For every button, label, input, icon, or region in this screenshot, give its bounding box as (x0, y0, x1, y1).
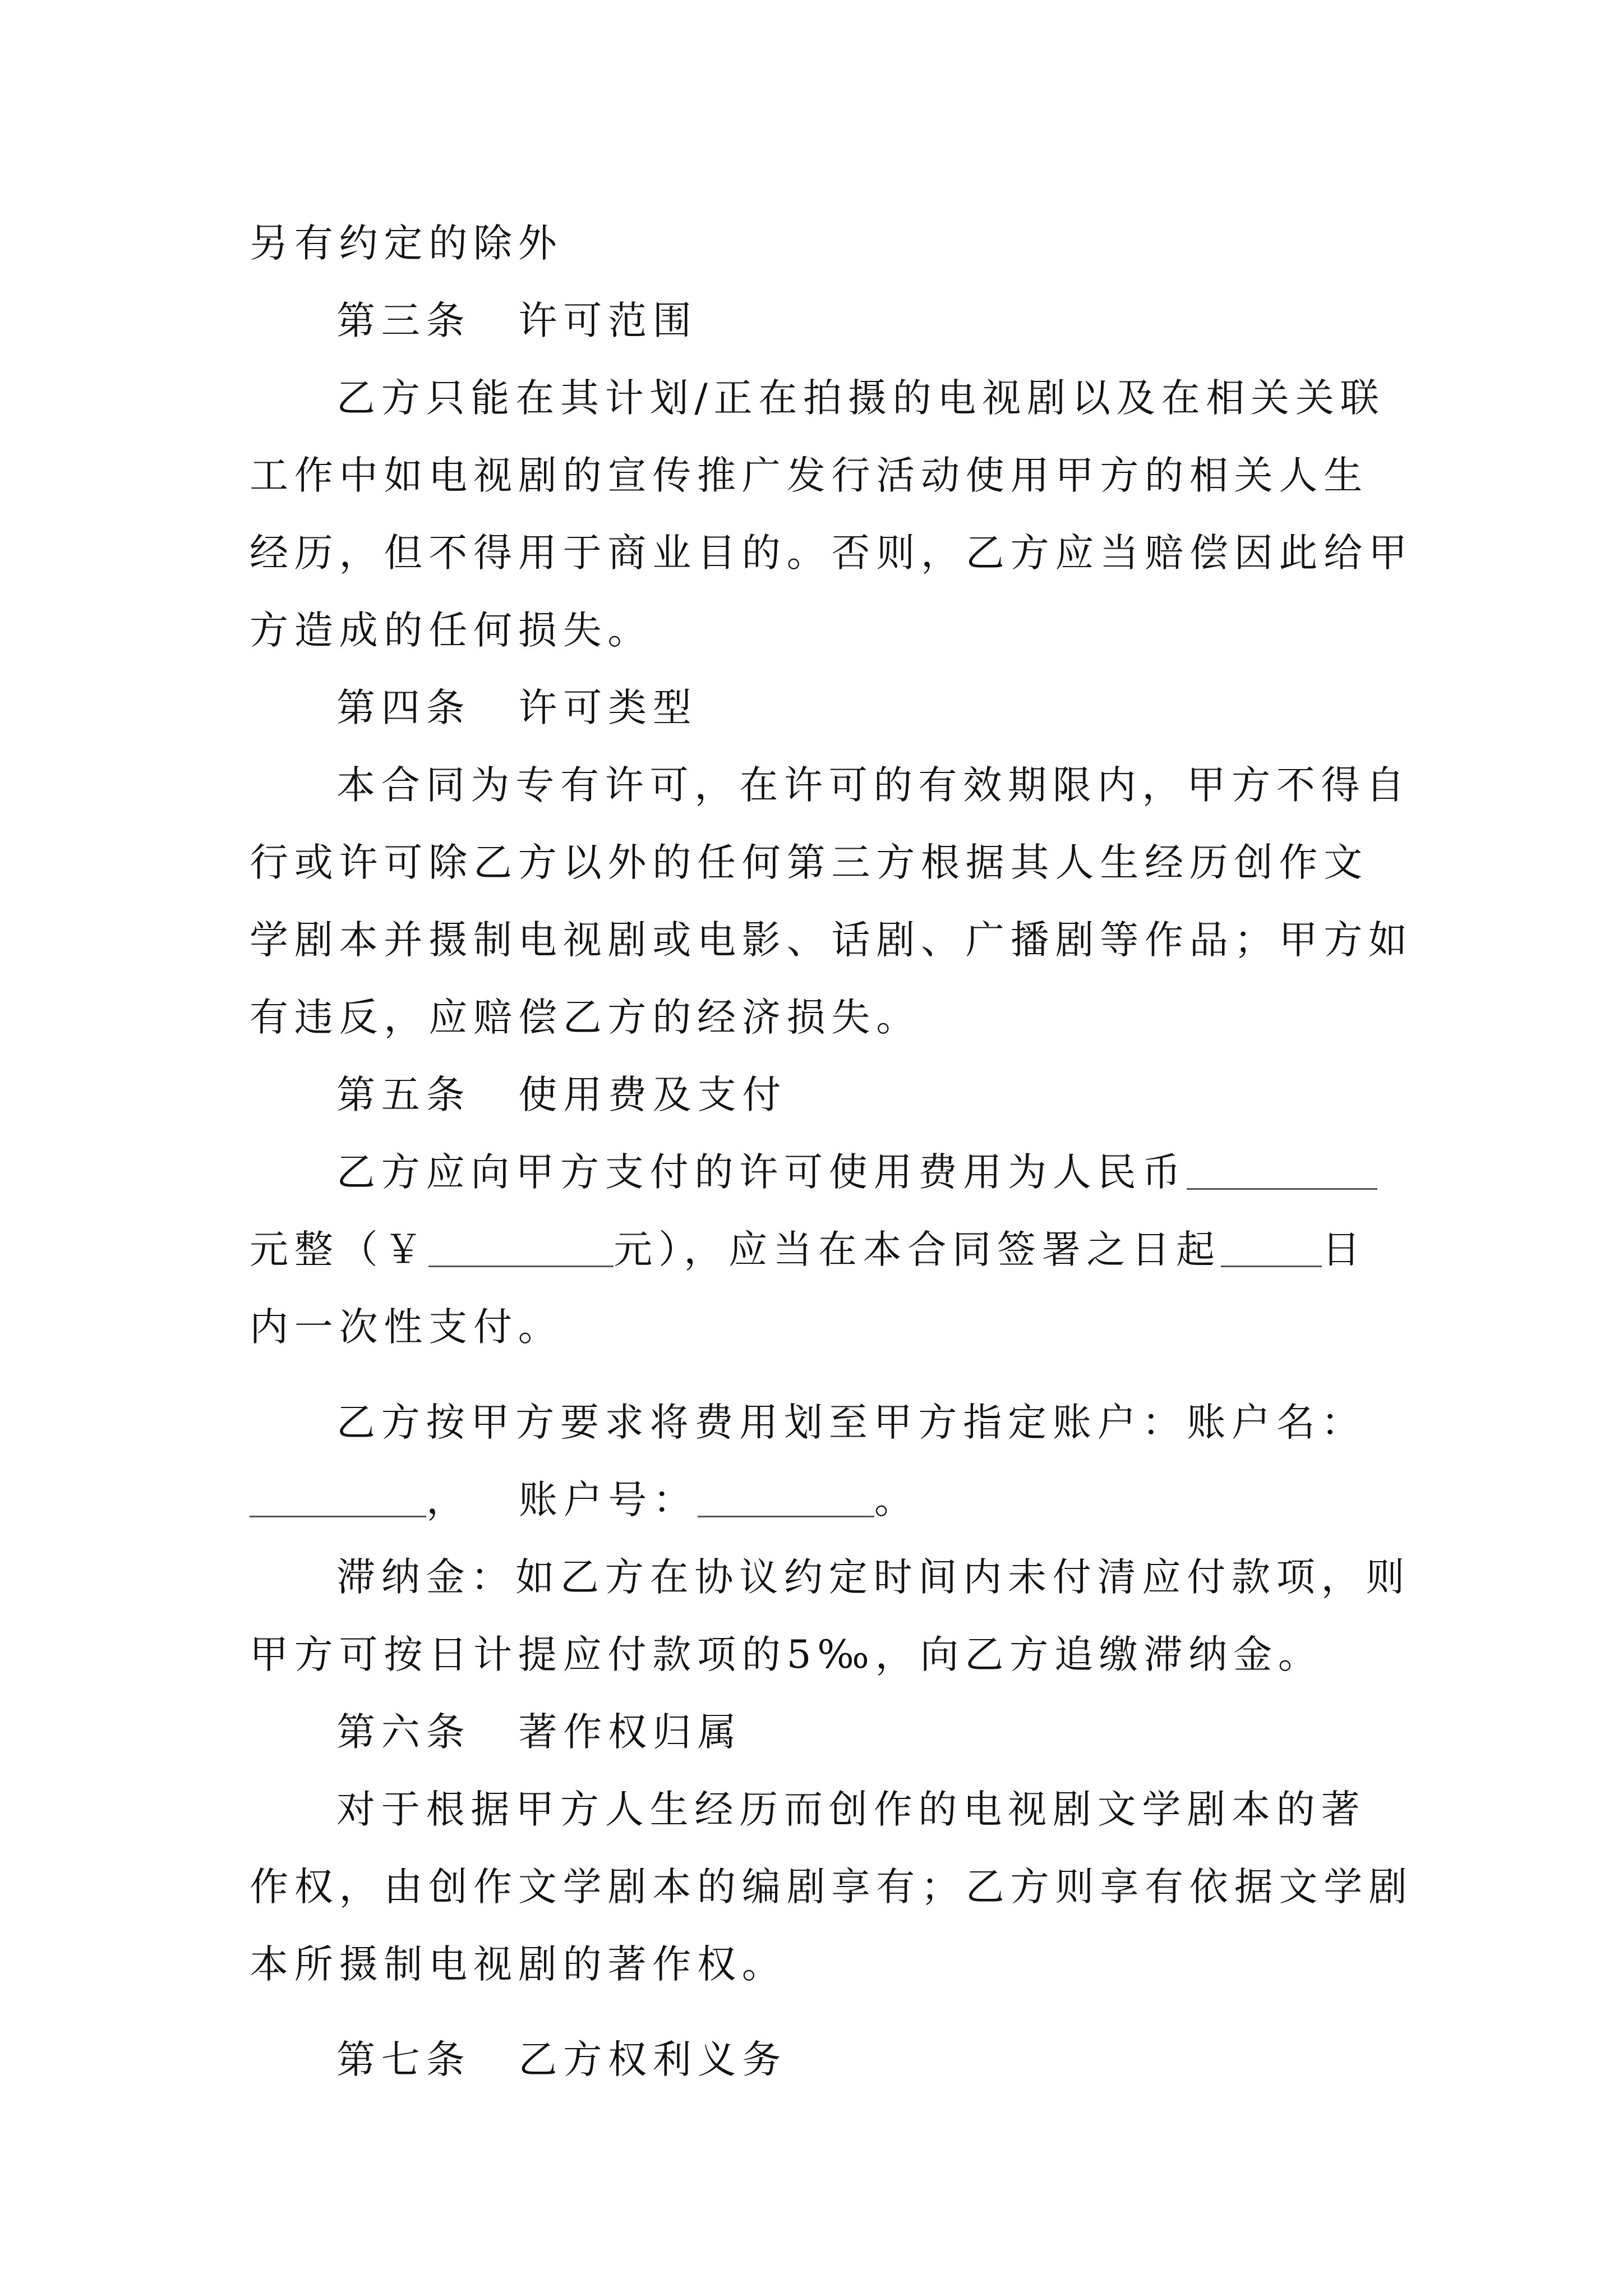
article-4-text: 本合同为专有许可，在许可的有效期限内，甲方不得自 (336, 763, 1411, 808)
article-4-text: 学剧本并摄制电视剧或电影、话剧、广播剧等作品；甲方如 (250, 918, 1413, 963)
article-6-text: 作权，由创作文学剧本的编剧享有；乙方则享有依据文学剧 (250, 1865, 1413, 1910)
account-para-line-2 (250, 1461, 1382, 1539)
article-6-line-1 (250, 1771, 1382, 1848)
article-5-heading (250, 1056, 1382, 1134)
article-3-line-4 (250, 592, 1382, 669)
article-5-text: 元整（￥ (250, 1227, 429, 1272)
article-5-text: 元），应当在本合同签署之日起 (614, 1227, 1221, 1272)
article-6-title: 著作权归属 (518, 1710, 743, 1755)
article-5-text: 乙方应向甲方支付的许可使用费用为人民币 (336, 1150, 1187, 1195)
article-4-heading (250, 669, 1382, 747)
article-3-text: 方造成的任何损失。 (250, 608, 653, 653)
article-5-line-1 (250, 1134, 1382, 1211)
article-5-text: 日 (1321, 1227, 1367, 1272)
article-7-title: 乙方权利义务 (518, 2037, 787, 2082)
article-6-line-2 (250, 1848, 1413, 1926)
account-text: ， (426, 1478, 471, 1522)
article-4-text: 行或许可除乙方以外的任何第三方根据其人生经历创作文 (250, 840, 1368, 885)
document-body (250, 205, 1413, 2099)
article-4-title: 许可类型 (518, 685, 698, 730)
article-4-line-4 (250, 979, 1382, 1056)
continuation-line (250, 205, 1382, 282)
late-fee-line-1 (250, 1539, 1411, 1616)
article-6-heading (250, 1694, 1382, 1771)
article-3-title: 许可范围 (518, 298, 698, 343)
late-fee-text: 滞纳金：如乙方在协议约定时间内未付清应付款项，则 (336, 1555, 1411, 1600)
account-number-blank (698, 1482, 874, 1517)
article-4-line-3 (250, 901, 1413, 979)
article-6-text: 本所摄制电视剧的著作权。 (250, 1942, 787, 1987)
fee-amount-blank (1187, 1154, 1377, 1190)
article-3-heading (250, 282, 1382, 360)
late-fee-text: 甲方可按日计提应付款项的5‰，向乙方追缴滞纳金。 (250, 1632, 1323, 1677)
article-6-text: 对于根据甲方人生经历而创作的电视剧文学剧本的著 (336, 1787, 1366, 1832)
continuation-text: 另有约定的除外 (250, 221, 563, 266)
article-7-heading (250, 2021, 1382, 2099)
article-3-line-2 (250, 437, 1382, 514)
fee-figure-blank (428, 1232, 614, 1267)
article-4-line-2 (250, 824, 1382, 901)
account-text: 乙方按甲方要求将费用划至甲方指定账户：账户名： (336, 1400, 1366, 1445)
payment-days-blank (1221, 1232, 1322, 1267)
article-6-number: 第六条 (336, 1710, 471, 1755)
article-4-text: 有违反，应赔偿乙方的经济损失。 (250, 995, 921, 1040)
article-3-line-1 (250, 360, 1385, 437)
late-fee-line-2 (250, 1616, 1382, 1694)
account-number-label: 账户号： (518, 1478, 698, 1522)
article-7-number: 第七条 (336, 2037, 471, 2082)
article-4-line-1 (250, 747, 1411, 824)
article-3-text: 工作中如电视剧的宣传推广发行活动使用甲方的相关人生 (250, 453, 1368, 498)
article-5-text: 内一次性支付。 (250, 1305, 563, 1350)
account-text: 。 (874, 1478, 919, 1522)
article-3-number: 第三条 (336, 298, 471, 343)
article-3-line-3 (250, 514, 1413, 592)
article-3-text: 乙方只能在其计划/正在拍摄的电视剧以及在相关关联 (336, 376, 1385, 421)
article-3-text: 经历，但不得用于商业目的。否则，乙方应当赔偿因此给甲 (250, 531, 1413, 576)
article-5-line-2 (250, 1211, 1382, 1289)
account-para-line-1 (250, 1384, 1382, 1461)
article-5-number: 第五条 (336, 1073, 471, 1117)
account-name-blank (250, 1482, 426, 1517)
article-4-number: 第四条 (336, 685, 471, 730)
article-5-line-3 (250, 1289, 1382, 1366)
article-5-title: 使用费及支付 (518, 1073, 787, 1117)
article-6-line-3 (250, 1926, 1382, 2003)
